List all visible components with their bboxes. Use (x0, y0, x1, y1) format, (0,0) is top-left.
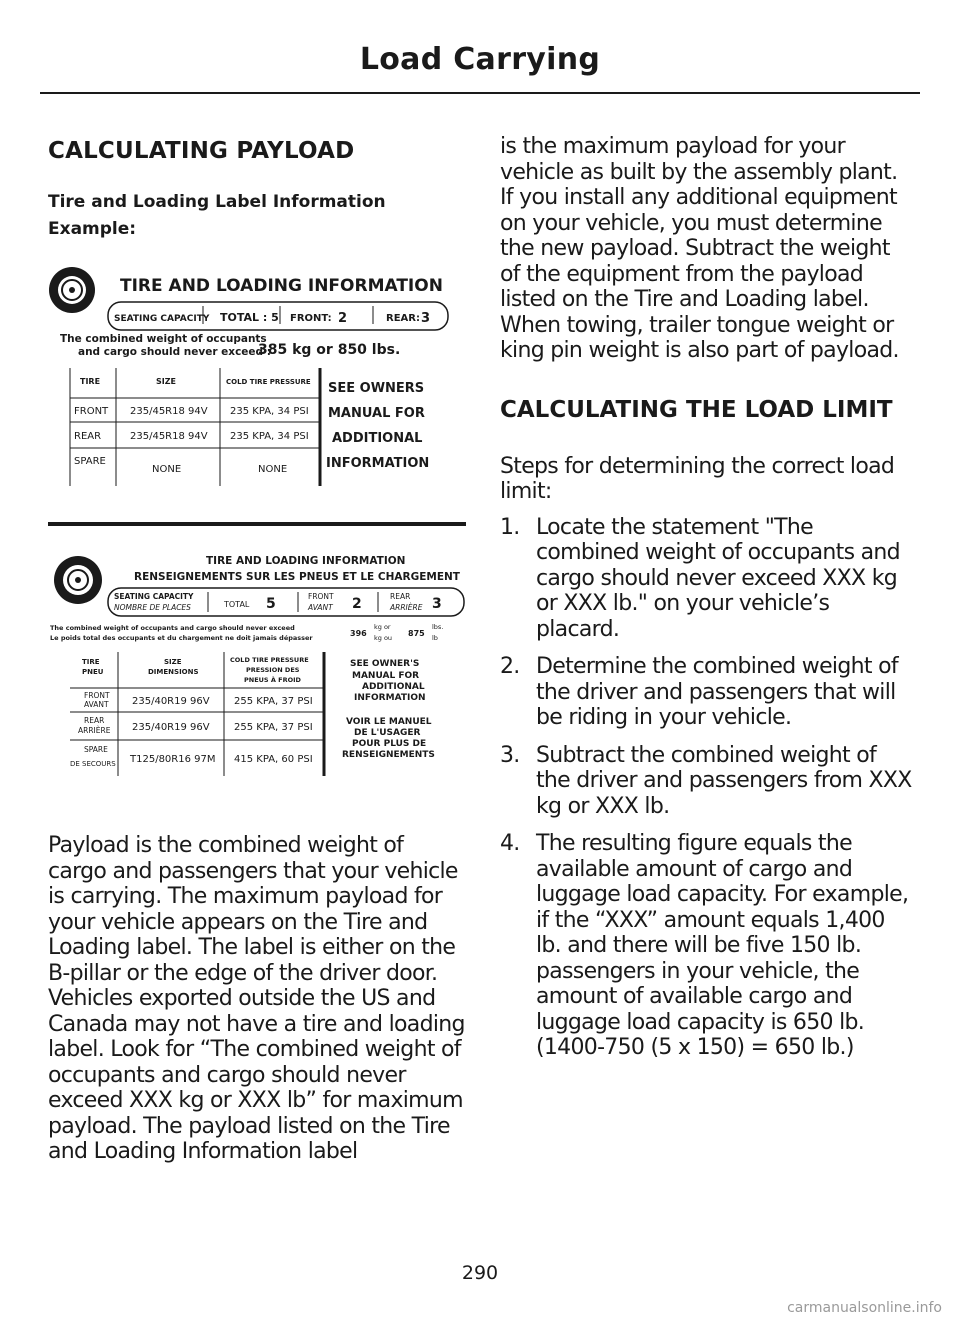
front-label: FRONT: (290, 313, 332, 324)
tire-loading-label-2 (48, 544, 466, 782)
list-item (500, 654, 915, 731)
payload-continued-paragraph: is the maximum payload for your vehicle as built by the assembly plant. If you install any additional equipment on your vehicle, you must determine the new payload. Subtract the weight of the equipment from the payload listed on the Tire and Loading label. When towing, trailer tongue weight or king pin weight is also part of payload. (500, 134, 899, 363)
subheading-line: Tire and Loading Label Information (48, 192, 386, 212)
step-number: 2. (500, 654, 520, 679)
see-owners-line: SEE OWNER'S (350, 659, 420, 669)
step-text: Determine the combined weight of the driver and passengers that will be riding in your vehicle. (536, 654, 898, 730)
rear-value: 3 (421, 311, 431, 326)
lb-value: 875 (408, 629, 425, 638)
lbs-unit: lbs. (432, 623, 444, 631)
label-title: TIRE AND LOADING INFORMATION (120, 276, 443, 296)
header-divider (40, 92, 920, 94)
step-number: 1. (500, 514, 520, 540)
front-value: 2 (338, 311, 348, 326)
table-cell: REAR (84, 716, 105, 725)
list-item (500, 743, 915, 820)
list-item (500, 831, 915, 1061)
table-cell: 235 KPA, 34 PSI (230, 431, 309, 442)
see-owners-line: INFORMATION (326, 456, 430, 471)
subheading-line: Example: (48, 219, 137, 239)
rear-fr: ARRIÈRE (390, 603, 423, 612)
total-label: TOTAL (224, 600, 250, 609)
tire-icon (49, 267, 95, 313)
combined-weight-en: The combined weight of occupants and cargo should never exceed (50, 624, 295, 632)
front-label: FRONT (308, 592, 334, 601)
see-owners-line: ADDITIONAL (362, 682, 425, 692)
table-cell: FRONT (84, 691, 110, 700)
col-pressure: COLD TIRE PRESSURE (230, 656, 309, 664)
front-value: 2 (352, 596, 362, 612)
col-tire: TIRE (82, 658, 100, 666)
table-cell: 235/40R19 96V (132, 722, 210, 733)
table-cell: 235/45R18 94V (130, 406, 208, 417)
table-cell: REAR (74, 431, 102, 442)
weight-values: 385 kg or 850 lbs. (258, 342, 401, 358)
table-cell: 235/40R19 96V (132, 696, 210, 707)
col-tire: TIRE (80, 377, 101, 386)
kg-ou: kg ou (374, 634, 393, 642)
table-cell: T125/80R16 97M (130, 754, 216, 765)
steps-list (500, 515, 915, 1061)
rear-value: 3 (432, 596, 442, 612)
voir-line: DE L'USAGER (354, 728, 421, 738)
section-heading: CALCULATING PAYLOAD (48, 138, 355, 164)
seating-capacity-label: SEATING CAPACITY (114, 592, 194, 601)
col-size-fr: DIMENSIONS (148, 668, 199, 676)
table-cell: AVANT (84, 700, 109, 709)
combined-weight-line1: The combined weight of occupants (60, 333, 267, 345)
col-size: SIZE (164, 658, 182, 666)
step-number: 3. (500, 742, 520, 768)
kg-or: kg or (374, 623, 391, 631)
watermark: carmanualsonline.info (787, 1300, 942, 1316)
combined-weight-line2: and cargo should never exceed : (78, 346, 271, 358)
label-title-fr: RENSEIGNEMENTS SUR LES PNEUS ET LE CHARGEMENT (134, 571, 460, 583)
step-text: Locate the statement "The combined weight of occupants and cargo should never exceed XXX kg or XXX lb." on your vehicle’s placard. (536, 514, 900, 642)
see-owners-line: INFORMATION (354, 693, 426, 703)
col-pressure-fr: PNEUS À FROID (244, 676, 301, 684)
tire-loading-label-1 (48, 258, 466, 490)
tire-table (70, 368, 429, 486)
tire-icon (54, 556, 102, 604)
label-divider (48, 522, 466, 526)
table-cell: DE SECOURS (70, 760, 116, 768)
voir-line: RENSEIGNEMENTS (342, 750, 435, 760)
section-heading: CALCULATING THE LOAD LIMIT (500, 396, 893, 423)
table-cell: FRONT (74, 406, 109, 417)
rear-label: REAR: (386, 313, 420, 324)
payload-paragraph: Payload is the combined weight of cargo and passengers that your vehicle is carrying. The maximum payload for your vehicle appears on the Tire and Loading label. The label is either on the B-pillar or the edge of the driver door. Vehicles exported outside the US and Canada may not have a tire and loading label. Look for “The combined weight of occupants and cargo should never exceed XXX kg or XXX lb” for maximum payload. The payload listed on the Tire and Loading Information label (48, 833, 465, 1164)
step-number: 4. (500, 831, 520, 856)
see-owners-line: SEE OWNERS (328, 381, 425, 396)
steps-intro: Steps for determining the correct load limit: (500, 453, 895, 504)
subheading (48, 189, 466, 243)
page-header-title: Load Carrying (359, 42, 601, 77)
voir-line: POUR PLUS DE (352, 739, 427, 749)
step-text: Subtract the combined weight of the driver and passengers from XXX kg or XXX lb. (536, 742, 912, 819)
col-tire-fr: PNEU (82, 668, 104, 676)
table-cell: 235/45R18 94V (130, 431, 208, 442)
table-cell: ARRIÈRE (78, 726, 111, 735)
rear-label: REAR (390, 592, 411, 601)
table-cell: 415 KPA, 60 PSI (234, 754, 313, 765)
total-value: 5 (266, 596, 276, 612)
page-number: 290 (461, 1262, 499, 1284)
front-fr: AVANT (308, 603, 333, 612)
col-pressure-fr: PRESSION DES (246, 666, 300, 674)
seating-capacity-fr: NOMBRE DE PLACES (114, 603, 191, 612)
right-column (500, 134, 915, 1073)
left-column (48, 136, 466, 243)
col-pressure: COLD TIRE PRESSURE (226, 378, 311, 386)
table-cell: 255 KPA, 37 PSI (234, 696, 313, 707)
table-cell: NONE (258, 464, 288, 475)
step-text: The resulting figure equals the available amount of cargo and luggage load capacity. For example, if the “XXX” amount equals 1,400 lb. and there will be five 150 lb. passengers in your vehicle, the amount of available cargo and luggage load capacity is 650 lb. (1400-750 (5 x 150) = 650 lb.) (536, 831, 909, 1060)
label-title: TIRE AND LOADING INFORMATION (206, 555, 406, 567)
see-owners-line: MANUAL FOR (352, 671, 420, 681)
list-item (500, 515, 915, 643)
tire-table (70, 652, 435, 776)
voir-line: VOIR LE MANUEL (346, 717, 432, 727)
total-label: TOTAL : 5 (220, 311, 279, 324)
table-cell: NONE (152, 464, 182, 475)
see-owners-line: MANUAL FOR (328, 406, 425, 421)
table-cell: 235 KPA, 34 PSI (230, 406, 309, 417)
table-cell: SPARE (84, 745, 108, 754)
combined-weight-fr: Le poids total des occupants et du chargement ne doit jamais dépasser (50, 634, 313, 642)
table-cell: 255 KPA, 37 PSI (234, 722, 313, 733)
table-cell: SPARE (74, 456, 106, 467)
kg-value: 396 (350, 629, 367, 638)
col-size: SIZE (156, 377, 177, 386)
seating-capacity-label: SEATING CAPACITY (114, 314, 210, 324)
see-owners-line: ADDITIONAL (332, 431, 423, 446)
lb-unit: lb (432, 634, 438, 642)
